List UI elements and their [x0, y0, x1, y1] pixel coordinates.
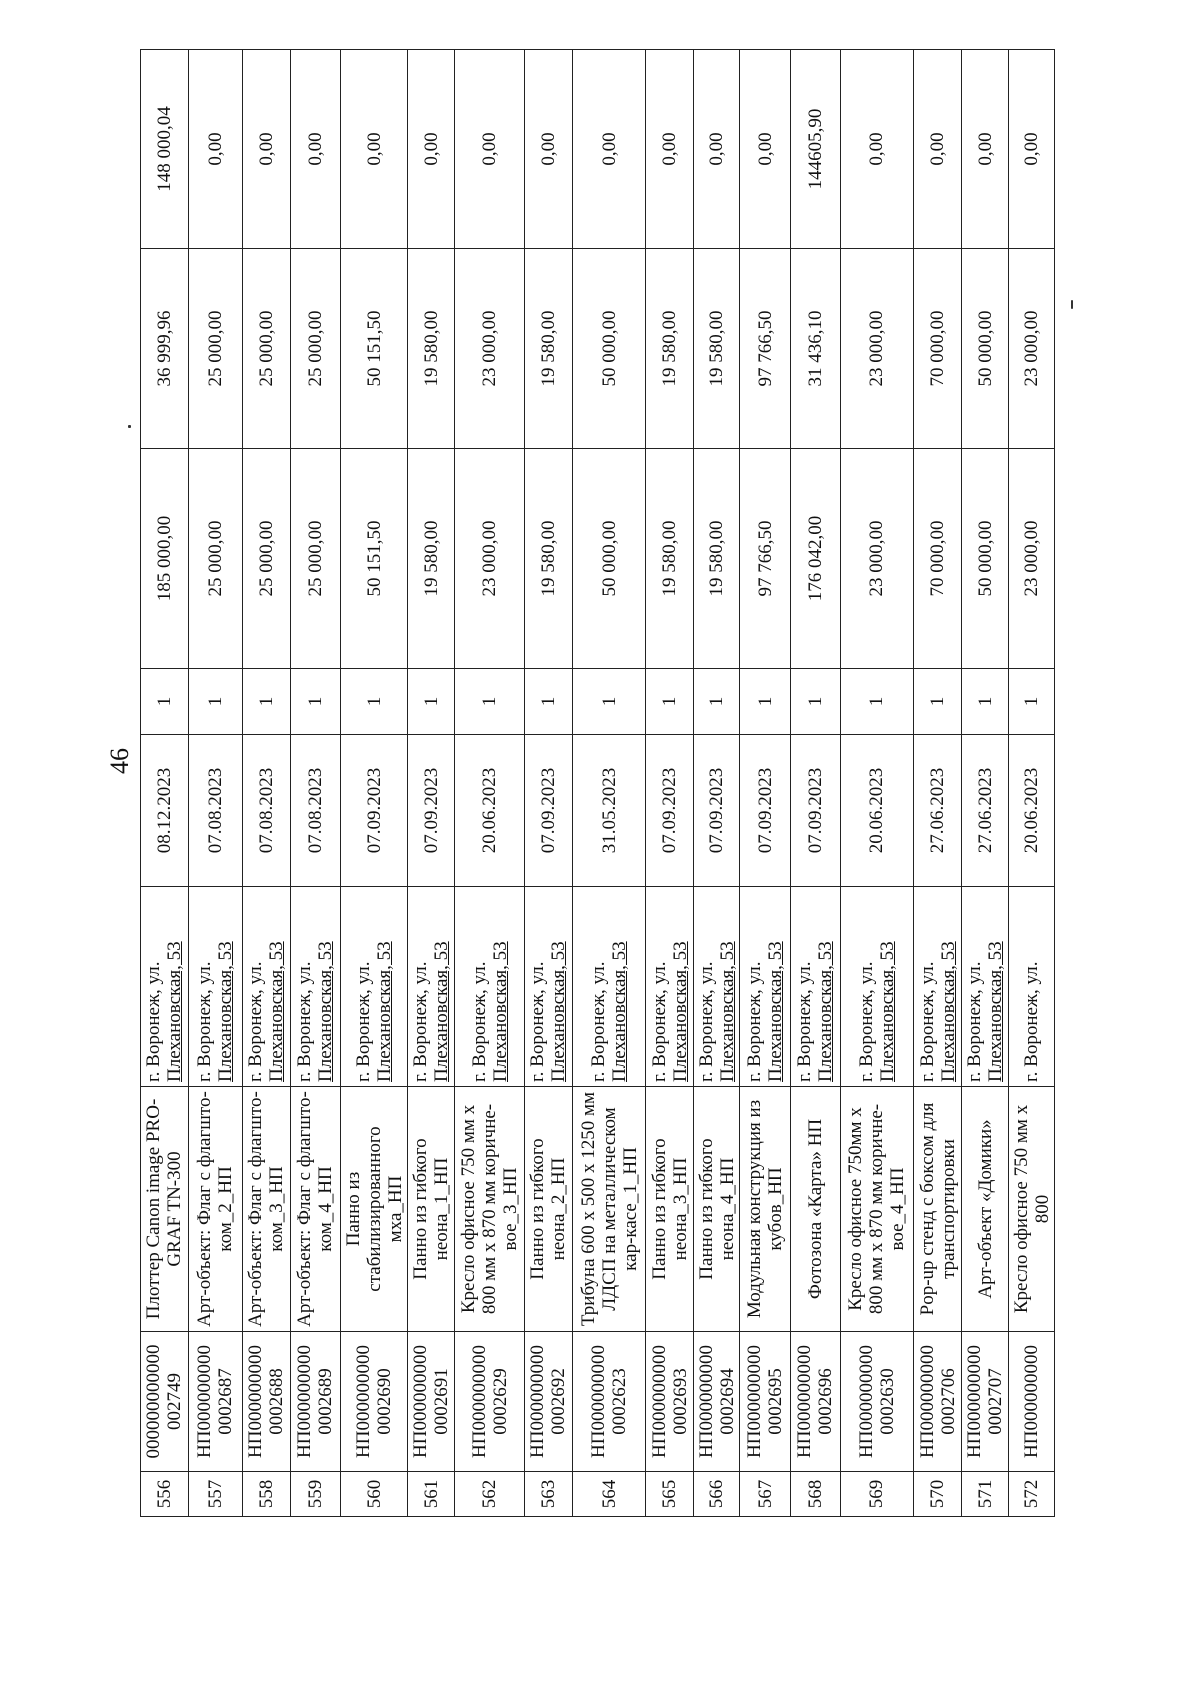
depreciation-cell: 50 000,00: [572, 249, 646, 449]
inventory-code-cell: 000000000000 002749: [141, 1332, 189, 1472]
address-cell: [1009, 887, 1055, 1087]
table-row: [243, 50, 291, 1517]
depreciation-cell: 70 000,00: [914, 249, 962, 449]
table-row: [740, 50, 791, 1517]
quantity-cell: 1: [455, 669, 525, 735]
initial-cost-cell: 19 580,00: [525, 449, 573, 669]
quantity-cell: 1: [141, 669, 189, 735]
item-name-cell: Панно из гибкого неона_3_НП: [646, 1087, 694, 1332]
quantity-cell: 1: [572, 669, 646, 735]
table-row: [914, 50, 962, 1517]
address-line: Плехановская, 53: [815, 941, 837, 1082]
scan-speck: [128, 425, 131, 428]
date-cell: 07.08.2023: [243, 735, 291, 887]
initial-cost-cell: 50 000,00: [572, 449, 646, 669]
inventory-code-cell: НП000000000 0002630: [840, 1332, 914, 1472]
address-cell: [243, 887, 291, 1087]
table-row: [1009, 50, 1055, 1517]
address-cell: [525, 887, 573, 1087]
address-line: Плехановская, 53: [669, 941, 691, 1082]
inventory-code-cell: НП000000000 0002706: [914, 1332, 962, 1472]
residual-value-cell: 0,00: [290, 50, 341, 249]
initial-cost-cell: 25 000,00: [290, 449, 341, 669]
residual-value-cell: 0,00: [693, 50, 740, 249]
row-number-cell: 566: [693, 1472, 740, 1517]
address-line: Плехановская, 53: [548, 941, 570, 1082]
depreciation-cell: 19 580,00: [646, 249, 694, 449]
inventory-code-cell: НП000000000: [1009, 1332, 1055, 1472]
table-row: [407, 50, 455, 1517]
initial-cost-cell: 70 000,00: [914, 449, 962, 669]
item-name-cell: Панно из гибкого неона_4_НП: [693, 1087, 740, 1332]
row-number-cell: 572: [1009, 1472, 1055, 1517]
residual-value-cell: 0,00: [525, 50, 573, 249]
address-line: г. Воронеж, ул.: [527, 961, 549, 1082]
row-number-cell: 561: [407, 1472, 455, 1517]
row-number-cell: 570: [914, 1472, 962, 1517]
date-cell: 27.06.2023: [961, 735, 1009, 887]
date-cell: 07.08.2023: [188, 735, 243, 887]
row-number-cell: 556: [141, 1472, 189, 1517]
quantity-cell: 1: [341, 669, 408, 735]
address-line: г. Воронеж, ул.: [855, 961, 877, 1082]
address-line: г. Воронеж, ул.: [143, 961, 165, 1082]
item-name-cell: Pop-up стенд с боксом для транспортировки: [914, 1087, 962, 1332]
item-name-cell: Панно из гибкого неона_1_НП: [407, 1087, 455, 1332]
residual-value-cell: 0,00: [961, 50, 1009, 249]
address-cell: [341, 887, 408, 1087]
address-cell: [646, 887, 694, 1087]
address-line: Плехановская, 53: [716, 941, 738, 1082]
table-row: [525, 50, 573, 1517]
initial-cost-cell: 19 580,00: [693, 449, 740, 669]
depreciation-cell: 19 580,00: [693, 249, 740, 449]
address-cell: [914, 887, 962, 1087]
address-cell: [290, 887, 341, 1087]
quantity-cell: 1: [1009, 669, 1055, 735]
inventory-code-cell: НП000000000 0002695: [740, 1332, 791, 1472]
depreciation-cell: 19 580,00: [407, 249, 455, 449]
table-row: [791, 50, 841, 1517]
address-line: Плехановская, 53: [374, 941, 396, 1082]
inventory-code-cell: НП000000000 0002629: [455, 1332, 525, 1472]
address-cell: [141, 887, 189, 1087]
row-number-cell: 565: [646, 1472, 694, 1517]
date-cell: 31.05.2023: [572, 735, 646, 887]
item-name-cell: Кресло офисное 750мм x 800 мм x 870 мм коричне-вое_4_НП: [840, 1087, 914, 1332]
date-cell: 07.09.2023: [740, 735, 791, 887]
inventory-code-cell: НП000000000 0002690: [341, 1332, 408, 1472]
inventory-code-cell: НП000000000 0002687: [188, 1332, 243, 1472]
address-line: г. Воронеж, ул.: [744, 961, 766, 1082]
inventory-code-cell: НП000000000 0002689: [290, 1332, 341, 1472]
address-line: Плехановская, 53: [609, 941, 631, 1082]
residual-value-cell: 0,00: [646, 50, 694, 249]
initial-cost-cell: 97 766,50: [740, 449, 791, 669]
date-cell: 20.06.2023: [455, 735, 525, 887]
date-cell: 07.09.2023: [341, 735, 408, 887]
row-number-cell: 569: [840, 1472, 914, 1517]
address-line: Плехановская, 53: [266, 941, 288, 1082]
item-name-cell: Модульная конструкция из кубов_НП: [740, 1087, 791, 1332]
date-cell: 07.09.2023: [693, 735, 740, 887]
row-number-cell: 558: [243, 1472, 291, 1517]
inventory-code-cell: НП000000000 0002696: [791, 1332, 841, 1472]
initial-cost-cell: 50 151,50: [341, 449, 408, 669]
date-cell: 07.08.2023: [290, 735, 341, 887]
address-line: Плехановская, 53: [876, 941, 898, 1082]
scan-speck: [1071, 300, 1073, 309]
depreciation-cell: 23 000,00: [840, 249, 914, 449]
quantity-cell: 1: [740, 669, 791, 735]
inventory-code-cell: НП000000000 0002693: [646, 1332, 694, 1472]
item-name-cell: Панно из стабилизированного мха_НП: [341, 1087, 408, 1332]
address-line: Плехановская, 53: [985, 941, 1007, 1082]
page-number: 46: [105, 748, 134, 774]
initial-cost-cell: 23 000,00: [455, 449, 525, 669]
residual-value-cell: 0,00: [1009, 50, 1055, 249]
row-number-cell: 563: [525, 1472, 573, 1517]
date-cell: 08.12.2023: [141, 735, 189, 887]
address-cell: [455, 887, 525, 1087]
address-line: г. Воронеж, ул.: [794, 961, 816, 1082]
item-name-cell: Панно из гибкого неона_2_НП: [525, 1087, 573, 1332]
initial-cost-cell: 23 000,00: [1009, 449, 1055, 669]
inventory-code-cell: НП000000000 0002694: [693, 1332, 740, 1472]
depreciation-cell: 31 436,10: [791, 249, 841, 449]
address-line: Плехановская, 53: [315, 941, 337, 1082]
address-line: Плехановская, 53: [431, 941, 453, 1082]
table-row: [188, 50, 243, 1517]
initial-cost-cell: 19 580,00: [646, 449, 694, 669]
quantity-cell: 1: [840, 669, 914, 735]
initial-cost-cell: 19 580,00: [407, 449, 455, 669]
row-number-cell: 559: [290, 1472, 341, 1517]
item-name-cell: Плоттер Canon image PRO-GRAF TN-300: [141, 1087, 189, 1332]
address-line: г. Воронеж, ул.: [588, 961, 610, 1082]
residual-value-cell: 0,00: [188, 50, 243, 249]
residual-value-cell: 0,00: [455, 50, 525, 249]
item-name-cell: Кресло офисное 750 мм x 800: [1009, 1087, 1055, 1332]
table-row: [840, 50, 914, 1517]
table-row: [693, 50, 740, 1517]
address-line: г. Воронеж, ул.: [353, 961, 375, 1082]
row-number-cell: 562: [455, 1472, 525, 1517]
table-row: [646, 50, 694, 1517]
address-line: г. Воронеж, ул.: [410, 961, 432, 1082]
depreciation-cell: 23 000,00: [455, 249, 525, 449]
address-line: Плехановская, 53: [765, 941, 787, 1082]
address-line: г. Воронеж, ул.: [468, 961, 490, 1082]
address-line: Плехановская, 53: [164, 941, 186, 1082]
depreciation-cell: 50 151,50: [341, 249, 408, 449]
address-cell: [961, 887, 1009, 1087]
inventory-code-cell: НП000000000 0002623: [572, 1332, 646, 1472]
table-row: [455, 50, 525, 1517]
item-name-cell: Арт-объект «Домики»: [961, 1087, 1009, 1332]
quantity-cell: 1: [407, 669, 455, 735]
depreciation-cell: 25 000,00: [188, 249, 243, 449]
address-line: г. Воронеж, ул.: [648, 961, 670, 1082]
row-number-cell: 564: [572, 1472, 646, 1517]
address-line: Плехановская, 53: [937, 941, 959, 1082]
item-name-cell: Арт-объект: Флаг с флагшто-ком_3_НП: [243, 1087, 291, 1332]
table-row: [341, 50, 408, 1517]
quantity-cell: 1: [525, 669, 573, 735]
address-line: г. Воронеж, ул.: [916, 961, 938, 1082]
initial-cost-cell: 25 000,00: [188, 449, 243, 669]
address-line: г. Воронеж, ул.: [245, 961, 267, 1082]
residual-value-cell: 0,00: [572, 50, 646, 249]
address-cell: [572, 887, 646, 1087]
address-line: г. Воронеж, ул.: [294, 961, 316, 1082]
row-number-cell: 567: [740, 1472, 791, 1517]
address-cell: [791, 887, 841, 1087]
row-number-cell: 560: [341, 1472, 408, 1517]
row-number-cell: 557: [188, 1472, 243, 1517]
table-row: [141, 50, 189, 1517]
item-name-cell: Трибуна 600 x 500 x 1250 мм ЛДСП на металлическом кар-касе_1_НП: [572, 1087, 646, 1332]
date-cell: 07.09.2023: [646, 735, 694, 887]
depreciation-cell: 36 999,96: [141, 249, 189, 449]
address-cell: [740, 887, 791, 1087]
quantity-cell: 1: [914, 669, 962, 735]
address-cell: [840, 887, 914, 1087]
residual-value-cell: 0,00: [341, 50, 408, 249]
initial-cost-cell: 185 000,00: [141, 449, 189, 669]
row-number-cell: 568: [791, 1472, 841, 1517]
table-row: [961, 50, 1009, 1517]
inventory-code-cell: НП000000000 0002707: [961, 1332, 1009, 1472]
residual-value-cell: 0,00: [740, 50, 791, 249]
quantity-cell: 1: [693, 669, 740, 735]
initial-cost-cell: 23 000,00: [840, 449, 914, 669]
quantity-cell: 1: [646, 669, 694, 735]
initial-cost-cell: 25 000,00: [243, 449, 291, 669]
depreciation-cell: 97 766,50: [740, 249, 791, 449]
table-body: [141, 50, 1055, 1517]
quantity-cell: 1: [243, 669, 291, 735]
depreciation-cell: 23 000,00: [1009, 249, 1055, 449]
date-cell: 07.09.2023: [407, 735, 455, 887]
residual-value-cell: 144605,90: [791, 50, 841, 249]
inventory-code-cell: НП000000000 0002688: [243, 1332, 291, 1472]
quantity-cell: 1: [188, 669, 243, 735]
quantity-cell: 1: [290, 669, 341, 735]
depreciation-cell: 50 000,00: [961, 249, 1009, 449]
initial-cost-cell: 176 042,00: [791, 449, 841, 669]
depreciation-cell: 19 580,00: [525, 249, 573, 449]
address-line: Плехановская, 53: [489, 941, 511, 1082]
address-line: Плехановская, 53: [215, 941, 237, 1082]
address-cell: [693, 887, 740, 1087]
item-name-cell: Фотозона «Карта» НП: [791, 1087, 841, 1332]
address-cell: [407, 887, 455, 1087]
address-cell: [188, 887, 243, 1087]
address-line: г. Воронеж, ул.: [964, 961, 986, 1082]
initial-cost-cell: 50 000,00: [961, 449, 1009, 669]
quantity-cell: 1: [961, 669, 1009, 735]
item-name-cell: Кресло офисное 750 мм x 800 мм x 870 мм коричне-вое_3_НП: [455, 1087, 525, 1332]
residual-value-cell: 0,00: [407, 50, 455, 249]
residual-value-cell: 0,00: [243, 50, 291, 249]
depreciation-cell: 25 000,00: [290, 249, 341, 449]
table-row: [290, 50, 341, 1517]
residual-value-cell: 0,00: [914, 50, 962, 249]
date-cell: 20.06.2023: [840, 735, 914, 887]
table-row: [572, 50, 646, 1517]
date-cell: 07.09.2023: [791, 735, 841, 887]
date-cell: 27.06.2023: [914, 735, 962, 887]
inventory-table: [140, 49, 1055, 1517]
residual-value-cell: 0,00: [840, 50, 914, 249]
residual-value-cell: 148 000,04: [141, 50, 189, 249]
date-cell: 07.09.2023: [525, 735, 573, 887]
address-line: г. Воронеж, ул.: [695, 961, 717, 1082]
inventory-code-cell: НП000000000 0002691: [407, 1332, 455, 1472]
address-line: г. Воронеж, ул.: [194, 961, 216, 1082]
item-name-cell: Арт-объект: Флаг с флагшто-ком_2_НП: [188, 1087, 243, 1332]
depreciation-cell: 25 000,00: [243, 249, 291, 449]
address-line: г. Воронеж, ул.: [1021, 961, 1043, 1082]
row-number-cell: 571: [961, 1472, 1009, 1517]
inventory-code-cell: НП000000000 0002692: [525, 1332, 573, 1472]
quantity-cell: 1: [791, 669, 841, 735]
item-name-cell: Арт-объект: Флаг с флагшто-ком_4_НП: [290, 1087, 341, 1332]
date-cell: 20.06.2023: [1009, 735, 1055, 887]
